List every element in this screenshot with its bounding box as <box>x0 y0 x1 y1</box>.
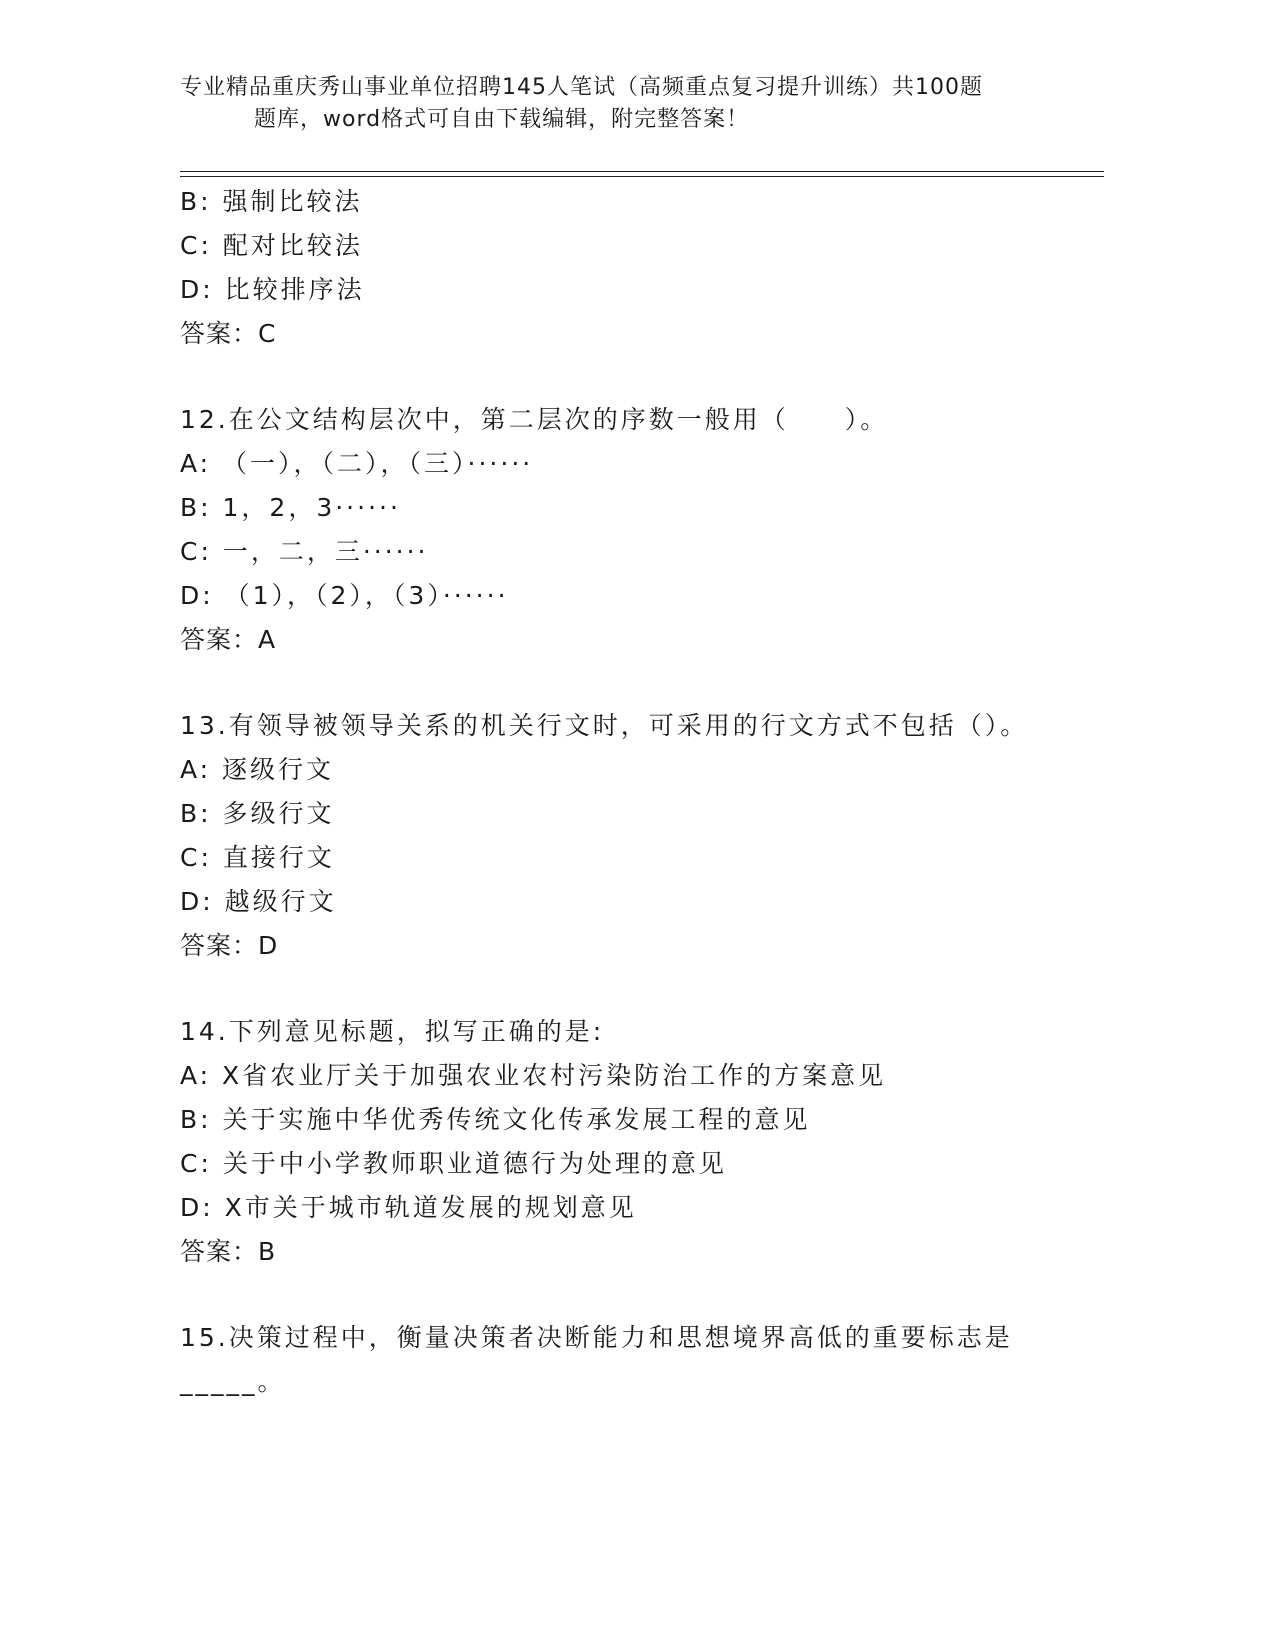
question-15 <box>180 1316 1100 1404</box>
answer: 答案：D <box>180 931 279 960</box>
option-d: D: 越级行文 <box>180 887 337 916</box>
option-b: B: 强制比较法 <box>180 187 363 216</box>
question-11-tail <box>180 180 1100 356</box>
question-text: 15.决策过程中，衡量决策者决断能力和思想境界高低的重要标志是 <box>180 1323 1013 1352</box>
question-text: 14.下列意见标题，拟写正确的是: <box>180 1017 605 1046</box>
answer: 答案：A <box>180 625 277 654</box>
option-b: B: 1，2，3······ <box>180 493 401 522</box>
option-d: D: 比较排序法 <box>180 275 365 304</box>
answer-blank: _____。 <box>180 1367 286 1396</box>
option-c: C: 配对比较法 <box>180 231 363 260</box>
option-a: A: （一），（二），（三）······ <box>180 449 534 478</box>
answer: 答案：C <box>180 319 277 348</box>
option-c: C: 关于中小学教师职业道德行为处理的意见 <box>180 1149 727 1178</box>
option-b: B: 关于实施中华优秀传统文化传承发展工程的意见 <box>180 1105 811 1134</box>
spacer <box>180 968 1100 1010</box>
question-14 <box>180 1010 1100 1274</box>
question-list <box>180 180 1100 1404</box>
header-rule-bottom <box>180 176 1104 177</box>
option-d: D: （1），（2），（3）······ <box>180 581 509 610</box>
option-c: C: 直接行文 <box>180 843 335 872</box>
question-13 <box>180 704 1100 968</box>
question-text: 13.有领导被领导关系的机关行文时，可采用的行文方式不包括（）。 <box>180 711 1029 740</box>
header-rule-top <box>180 171 1104 172</box>
spacer <box>180 356 1100 398</box>
option-c: C: 一，二，三······ <box>180 537 429 566</box>
spacer <box>180 662 1100 704</box>
option-a: A: 逐级行文 <box>180 755 335 784</box>
question-text: 12.在公文结构层次中，第二层次的序数一般用（ ）。 <box>180 405 889 434</box>
option-b: B: 多级行文 <box>180 799 335 828</box>
answer: 答案：B <box>180 1237 277 1266</box>
option-a: A: X省农业厅关于加强农业农村污染防治工作的方案意见 <box>180 1061 887 1090</box>
header-title-line1: 专业精品重庆秀山事业单位招聘145人笔试（高频重点复习提升训练）共100题 <box>180 75 983 100</box>
question-12 <box>180 398 1100 662</box>
document-header <box>180 72 1080 136</box>
spacer <box>180 1274 1100 1316</box>
header-title-line2: 题库，word格式可自由下载编辑，附完整答案！ <box>254 107 750 132</box>
option-d: D: X市关于城市轨道发展的规划意见 <box>180 1193 637 1222</box>
